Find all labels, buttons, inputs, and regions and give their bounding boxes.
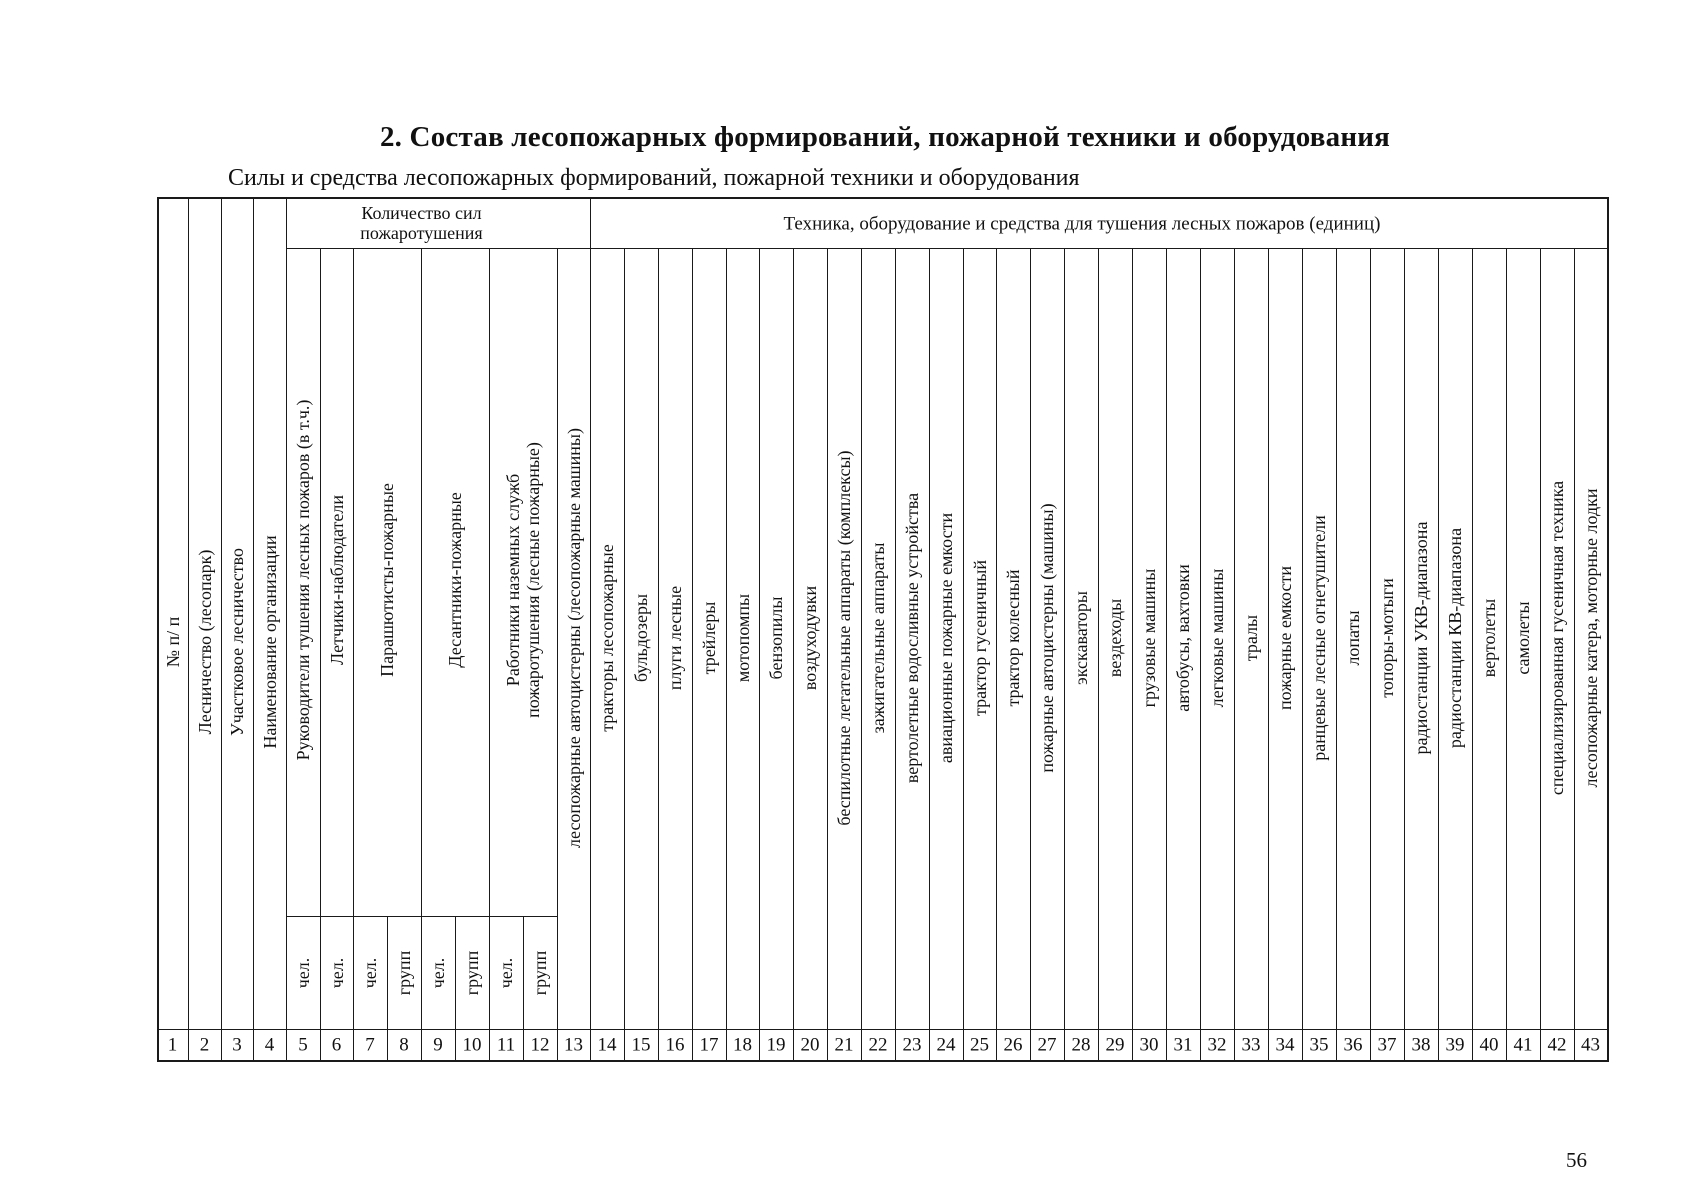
col-header-32: легковые машины [1206,568,1227,708]
column-number: 32 [1207,1033,1227,1055]
page-number: 56 [1566,1148,1587,1172]
col-header-27: пожарные автоцистерны (машины) [1036,503,1057,773]
column-number: 10 [462,1033,482,1055]
column-rule [387,916,388,1060]
unit-label-10: групп [461,950,482,995]
column-number: 34 [1275,1033,1295,1055]
column-number: 14 [597,1033,617,1055]
column-rule [1607,197,1609,1060]
column-rule [1200,248,1201,1060]
column-rule [1540,248,1541,1060]
col-header-36: лопаты [1342,610,1363,666]
unit-label-8: групп [393,950,414,995]
column-number: 33 [1241,1033,1261,1055]
col-header-paratroopers: Десантники-пожарные [444,492,465,668]
column-number: 19 [766,1033,786,1055]
column-number: 23 [902,1033,922,1055]
group-header-forces: Количество сил пожаротушения [360,202,483,243]
unit-label-12: групп [529,950,550,995]
col-header-16: плуги лесные [664,585,685,691]
column-number: 21 [834,1033,854,1055]
col-header-pilot-observers: Летчики-наблюдатели [326,495,347,665]
col-header-37: топоры-мотыги [1376,578,1397,698]
col-header-43: лесопожарные катера, моторные лодки [1580,488,1601,788]
column-rule [253,197,254,1060]
column-rule [1370,248,1371,1060]
column-rule [895,248,896,1060]
col-header-forestry: Лесничество (лесопарк) [194,549,215,735]
column-rule [590,197,591,1060]
column-number: 17 [699,1033,719,1055]
column-rule [1438,248,1439,1060]
col-header-28: экскаваторы [1070,591,1091,685]
column-rule [624,248,625,1060]
column-number: 5 [298,1033,308,1055]
col-header-fire-leaders: Руководители тушения лесных пожаров (в т.ч.) [292,399,313,761]
col-header-18: мотопомпы [732,593,753,683]
col-header-38: радиостанции УКВ-диапазона [1410,521,1431,755]
column-rule [1132,248,1133,1060]
column-rule [320,248,321,1060]
col-header-district-forestry: Участковое лесничество [226,548,247,736]
column-rule [188,197,189,1060]
col-header-parachutists: Парашютисты-пожарные [376,483,397,677]
col-header-14: тракторы лесопожарные [596,544,617,732]
col-header-15: бульдозеры [630,593,651,683]
unit-label-6: чел. [326,957,347,988]
column-rule [658,248,659,1060]
col-header-41: самолеты [1512,601,1533,675]
col-header-40: вертолеты [1478,598,1499,678]
column-rule [1574,248,1575,1060]
col-header-25: трактор гусеничный [969,560,990,716]
column-rule [1302,248,1303,1060]
col-header-17: трейлеры [698,601,719,675]
column-rule [793,248,794,1060]
column-rule [557,248,558,1060]
column-rule [353,248,354,1060]
column-number: 40 [1479,1033,1499,1055]
col-header-organization: Наименование организации [259,535,280,749]
column-number: 26 [1003,1033,1023,1055]
column-number: 36 [1343,1033,1363,1055]
column-rule [1166,248,1167,1060]
column-number: 7 [365,1033,375,1055]
column-number: 20 [800,1033,820,1055]
table-border-top [157,197,1609,199]
unit-label-5: чел. [292,957,313,988]
col-header-21: беспилотные летательные аппараты (комплексы) [833,450,854,826]
column-rule [1064,248,1065,1060]
column-number: 29 [1105,1033,1125,1055]
col-header-42: специализированная гусеничная техника [1546,480,1567,796]
table-border-bottom [157,1060,1609,1062]
col-header-33: тралы [1240,614,1261,662]
page-title: 2. Состав лесопожарных формирований, пожарной техники и оборудования [379,121,1391,153]
column-number: 15 [631,1033,651,1055]
column-rule [421,248,422,1060]
column-rule [996,248,997,1060]
column-rule [726,248,727,1060]
column-number: 37 [1377,1033,1397,1055]
column-rule [157,197,159,1060]
col-header-22: зажигательные аппараты [867,542,888,734]
column-number: 16 [665,1033,685,1055]
col-header-24: авиационные пожарные емкости [935,512,956,764]
column-rule [489,248,490,1060]
column-number: 25 [970,1033,989,1055]
column-number: 8 [399,1033,409,1055]
column-number: 2 [199,1033,210,1055]
column-rule [963,248,964,1060]
column-rule [759,248,760,1060]
column-number: 13 [564,1033,583,1055]
col-header-13: лесопожарные автоцистерны (лесопожарные машины) [563,428,584,848]
column-rule [1030,248,1031,1060]
column-rule [861,248,862,1060]
col-header-29: вездеходы [1104,598,1125,678]
col-header-31: автобусы, вахтовки [1172,564,1193,712]
column-number: 42 [1547,1033,1567,1055]
col-header-ground-workers: Работники наземных служб пожаротушения (лесные пожарные) [502,442,543,718]
col-header-35: ранцевые лесные огнетушители [1308,515,1329,761]
column-number: 18 [733,1033,752,1055]
column-number: 41 [1513,1033,1533,1055]
group-header-equipment: Техника, оборудование и средства для тушения лесных пожаров (единиц) [783,212,1381,234]
column-number: 3 [232,1033,242,1055]
column-number: 39 [1445,1033,1465,1055]
column-rule [1268,248,1269,1060]
unit-label-9: чел. [427,957,448,988]
column-rule [1472,248,1473,1060]
col-header-row-number: № п/ п [162,616,183,668]
column-number: 12 [530,1033,550,1055]
column-rule [1336,248,1337,1060]
column-number: 43 [1581,1033,1600,1055]
col-header-20: воздуходувки [799,585,820,691]
column-rule [692,248,693,1060]
column-number: 11 [496,1033,516,1055]
unit-label-7: чел. [359,957,380,988]
column-number: 27 [1037,1033,1057,1055]
col-header-30: грузовые машины [1138,568,1159,708]
column-rule [929,248,930,1060]
column-number: 31 [1173,1033,1193,1055]
unit-label-11: чел. [495,957,516,988]
column-rule [1506,248,1507,1060]
group-header-divider [286,248,1607,249]
col-header-26: трактор колесный [1002,569,1023,707]
column-number: 9 [433,1033,443,1055]
column-number: 35 [1309,1033,1329,1055]
col-header-19: бензопилы [765,596,786,680]
column-rule [827,248,828,1060]
column-rule [221,197,222,1060]
column-number: 1 [167,1033,178,1055]
column-number: 28 [1071,1033,1091,1055]
column-number: 6 [331,1033,342,1055]
table-caption: Силы и средства лесопожарных формирований, пожарной техники и оборудования [228,165,1080,191]
column-rule [523,916,524,1060]
column-number: 38 [1411,1033,1431,1055]
column-number: 4 [264,1033,275,1055]
column-rule [1098,248,1099,1060]
column-number: 24 [936,1033,956,1055]
column-rule [1234,248,1235,1060]
column-rule [1404,248,1405,1060]
column-rule [286,197,287,1060]
col-header-23: вертолетные водосливные устройства [901,492,922,784]
column-number: 22 [868,1033,888,1055]
col-header-34: пожарные емкости [1274,566,1295,710]
column-rule [455,916,456,1060]
column-number: 30 [1139,1033,1159,1055]
col-header-39: радиостанции КВ-диапазона [1444,527,1465,749]
number-row-divider [157,1029,1609,1030]
